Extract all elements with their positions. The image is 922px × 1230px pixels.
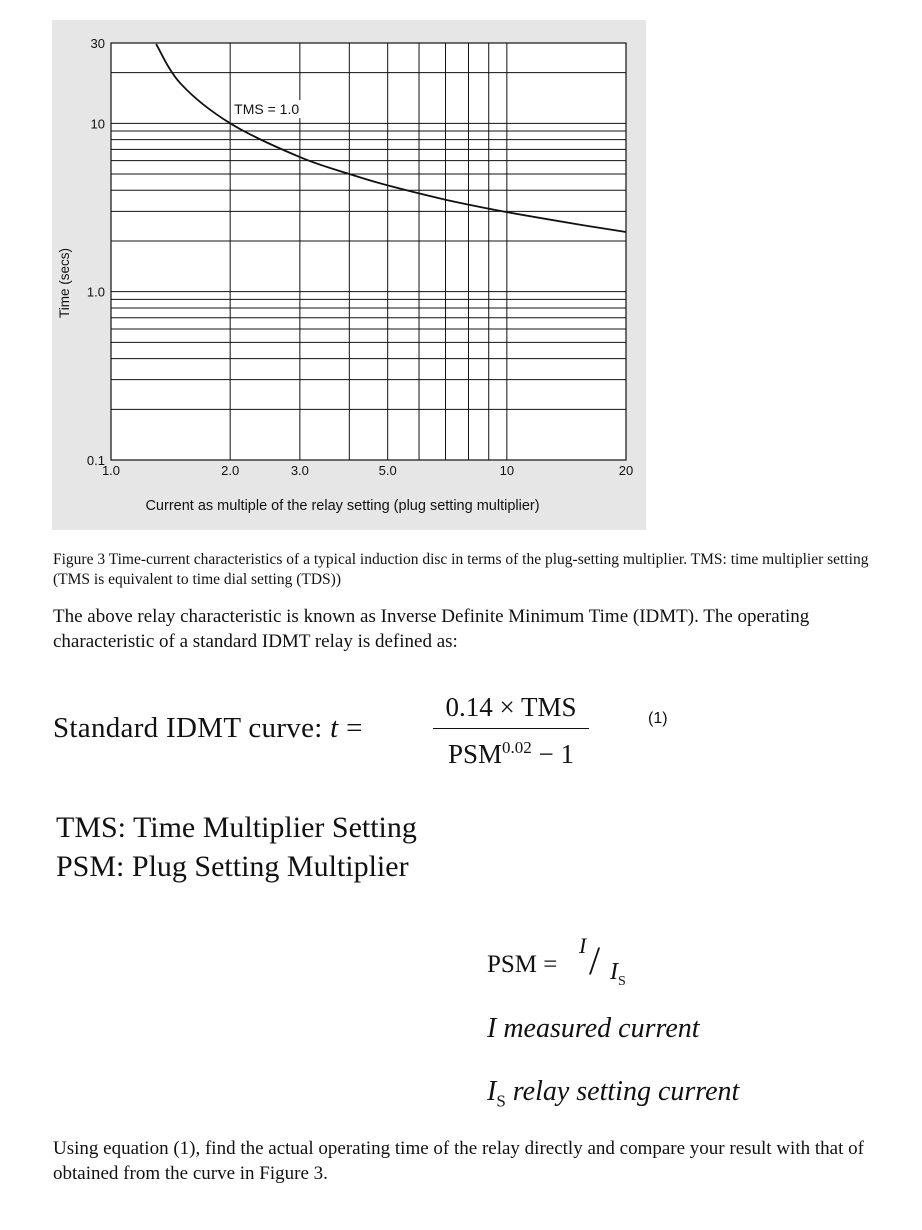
den-exponent: 0.02 bbox=[502, 738, 532, 757]
den-rest: − 1 bbox=[531, 739, 575, 769]
equation-label: Standard IDMT curve: bbox=[53, 712, 331, 744]
def-tms: TMS: Time Multiplier Setting bbox=[56, 811, 417, 844]
y-tick-label: 1.0 bbox=[86, 284, 105, 300]
equation-fraction bbox=[431, 690, 591, 771]
var-is-sub: S bbox=[496, 1091, 506, 1111]
x-tick-label: 10 bbox=[499, 463, 515, 478]
equation-number: (1) bbox=[648, 710, 668, 727]
psm-numerator: I bbox=[579, 933, 587, 958]
y-tick-label: 30 bbox=[90, 36, 105, 51]
psm-den-base: I bbox=[610, 959, 618, 985]
y-tick-label: 10 bbox=[90, 116, 105, 132]
tms-annotation: TMS = 1.0 bbox=[234, 101, 300, 118]
var-i-definition: I measured current bbox=[487, 1013, 700, 1044]
x-tick-label: 5.0 bbox=[378, 463, 397, 478]
psm-den-sub: S bbox=[618, 973, 626, 989]
equation-denominator bbox=[431, 729, 591, 771]
psm-denominator bbox=[610, 959, 626, 990]
psm-equation bbox=[487, 933, 687, 993]
figure-caption: Figure 3 Time-current characteristics of a typical induction disc in terms of the plug-setting multiplier. TMS: time multiplier setting (TMS is equivalent to time dial setting (TDS)) bbox=[53, 551, 869, 588]
var-is-base: I bbox=[487, 1076, 497, 1107]
idmt-chart bbox=[52, 20, 646, 530]
x-tick-label: 2.0 bbox=[221, 463, 240, 478]
y-axis-title: Time (secs) bbox=[57, 248, 72, 318]
x-tick-label: 3.0 bbox=[290, 463, 309, 478]
x-tick-label: 20 bbox=[618, 463, 634, 478]
y-tick-label: 0.1 bbox=[86, 453, 105, 468]
figure-3 bbox=[52, 20, 646, 530]
equation-t: t bbox=[330, 712, 339, 744]
x-axis-title: Current as multiple of the relay setting (plug setting multiplier) bbox=[145, 498, 540, 514]
paragraph-intro: The above relay characteristic is known as Inverse Definite Minimum Time (IDMT). The operating characteristic of a standard IDMT relay is defined as: bbox=[53, 606, 810, 652]
var-is-definition bbox=[487, 1076, 739, 1112]
equation-equals: = bbox=[338, 712, 363, 744]
x-tick-label: 1.0 bbox=[101, 463, 121, 478]
definitions bbox=[56, 808, 417, 886]
var-is-text: relay setting current bbox=[505, 1076, 740, 1107]
psm-slash: / bbox=[589, 938, 601, 983]
plot-area bbox=[111, 43, 626, 460]
paragraph-question: Using equation (1), find the actual operating time of the relay directly and compare your result with that of obtained from the curve in Figure 3. bbox=[53, 1138, 864, 1184]
equation-lhs bbox=[53, 712, 363, 745]
idmt-equation bbox=[53, 690, 693, 770]
def-psm: PSM: Plug Setting Multiplier bbox=[56, 850, 409, 883]
psm-lhs: PSM = bbox=[487, 951, 558, 978]
equation-numerator: 0.14 × TMS bbox=[445, 692, 577, 722]
den-base: PSM bbox=[447, 739, 503, 769]
